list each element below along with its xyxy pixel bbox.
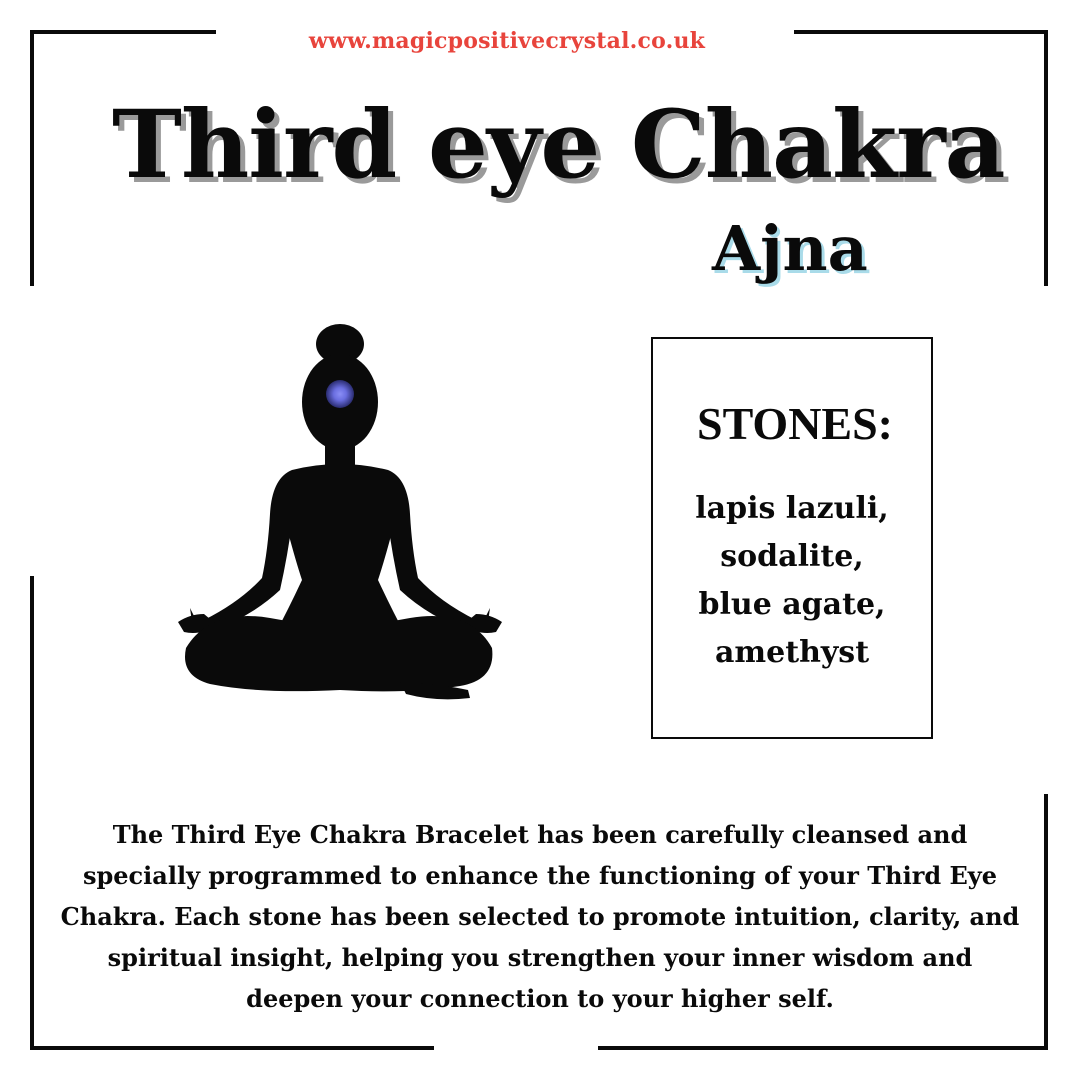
stone-item: lapis lazuli, [695,491,889,526]
website-url[interactable]: www.magicpositivecrystal.co.uk [308,28,706,54]
frame-bottom-left [30,1046,434,1050]
meditation-figure [170,318,510,704]
frame-right-lower [1044,794,1048,1050]
meditating-woman-silhouette-icon [170,318,510,704]
frame-right-upper [1044,30,1048,286]
stones-panel [651,337,933,739]
description-text: The Third Eye Chakra Bracelet has been carefully cleansed and specially programmed to enhance the functioning of your Third Eye Chakra. Each stone has been selected to promote intuition, clarity, and spiritual insight, helping you strengthen your inner wisdom and deepen your connection to your higher self. [60,820,1020,1013]
stone-item: amethyst [714,635,870,670]
frame-left-lower [30,576,34,1050]
frame-left-upper [30,30,34,286]
page-title: Third eye Chakra [112,90,1005,200]
stones-list [653,485,931,677]
stone-item: sodalite, [720,539,864,574]
frame-bottom-right [598,1046,1048,1050]
page-subtitle: Ajna [712,212,868,285]
stones-heading: STONES: [696,398,894,449]
third-eye-dot [326,380,354,408]
stone-item: blue agate, [698,587,886,622]
